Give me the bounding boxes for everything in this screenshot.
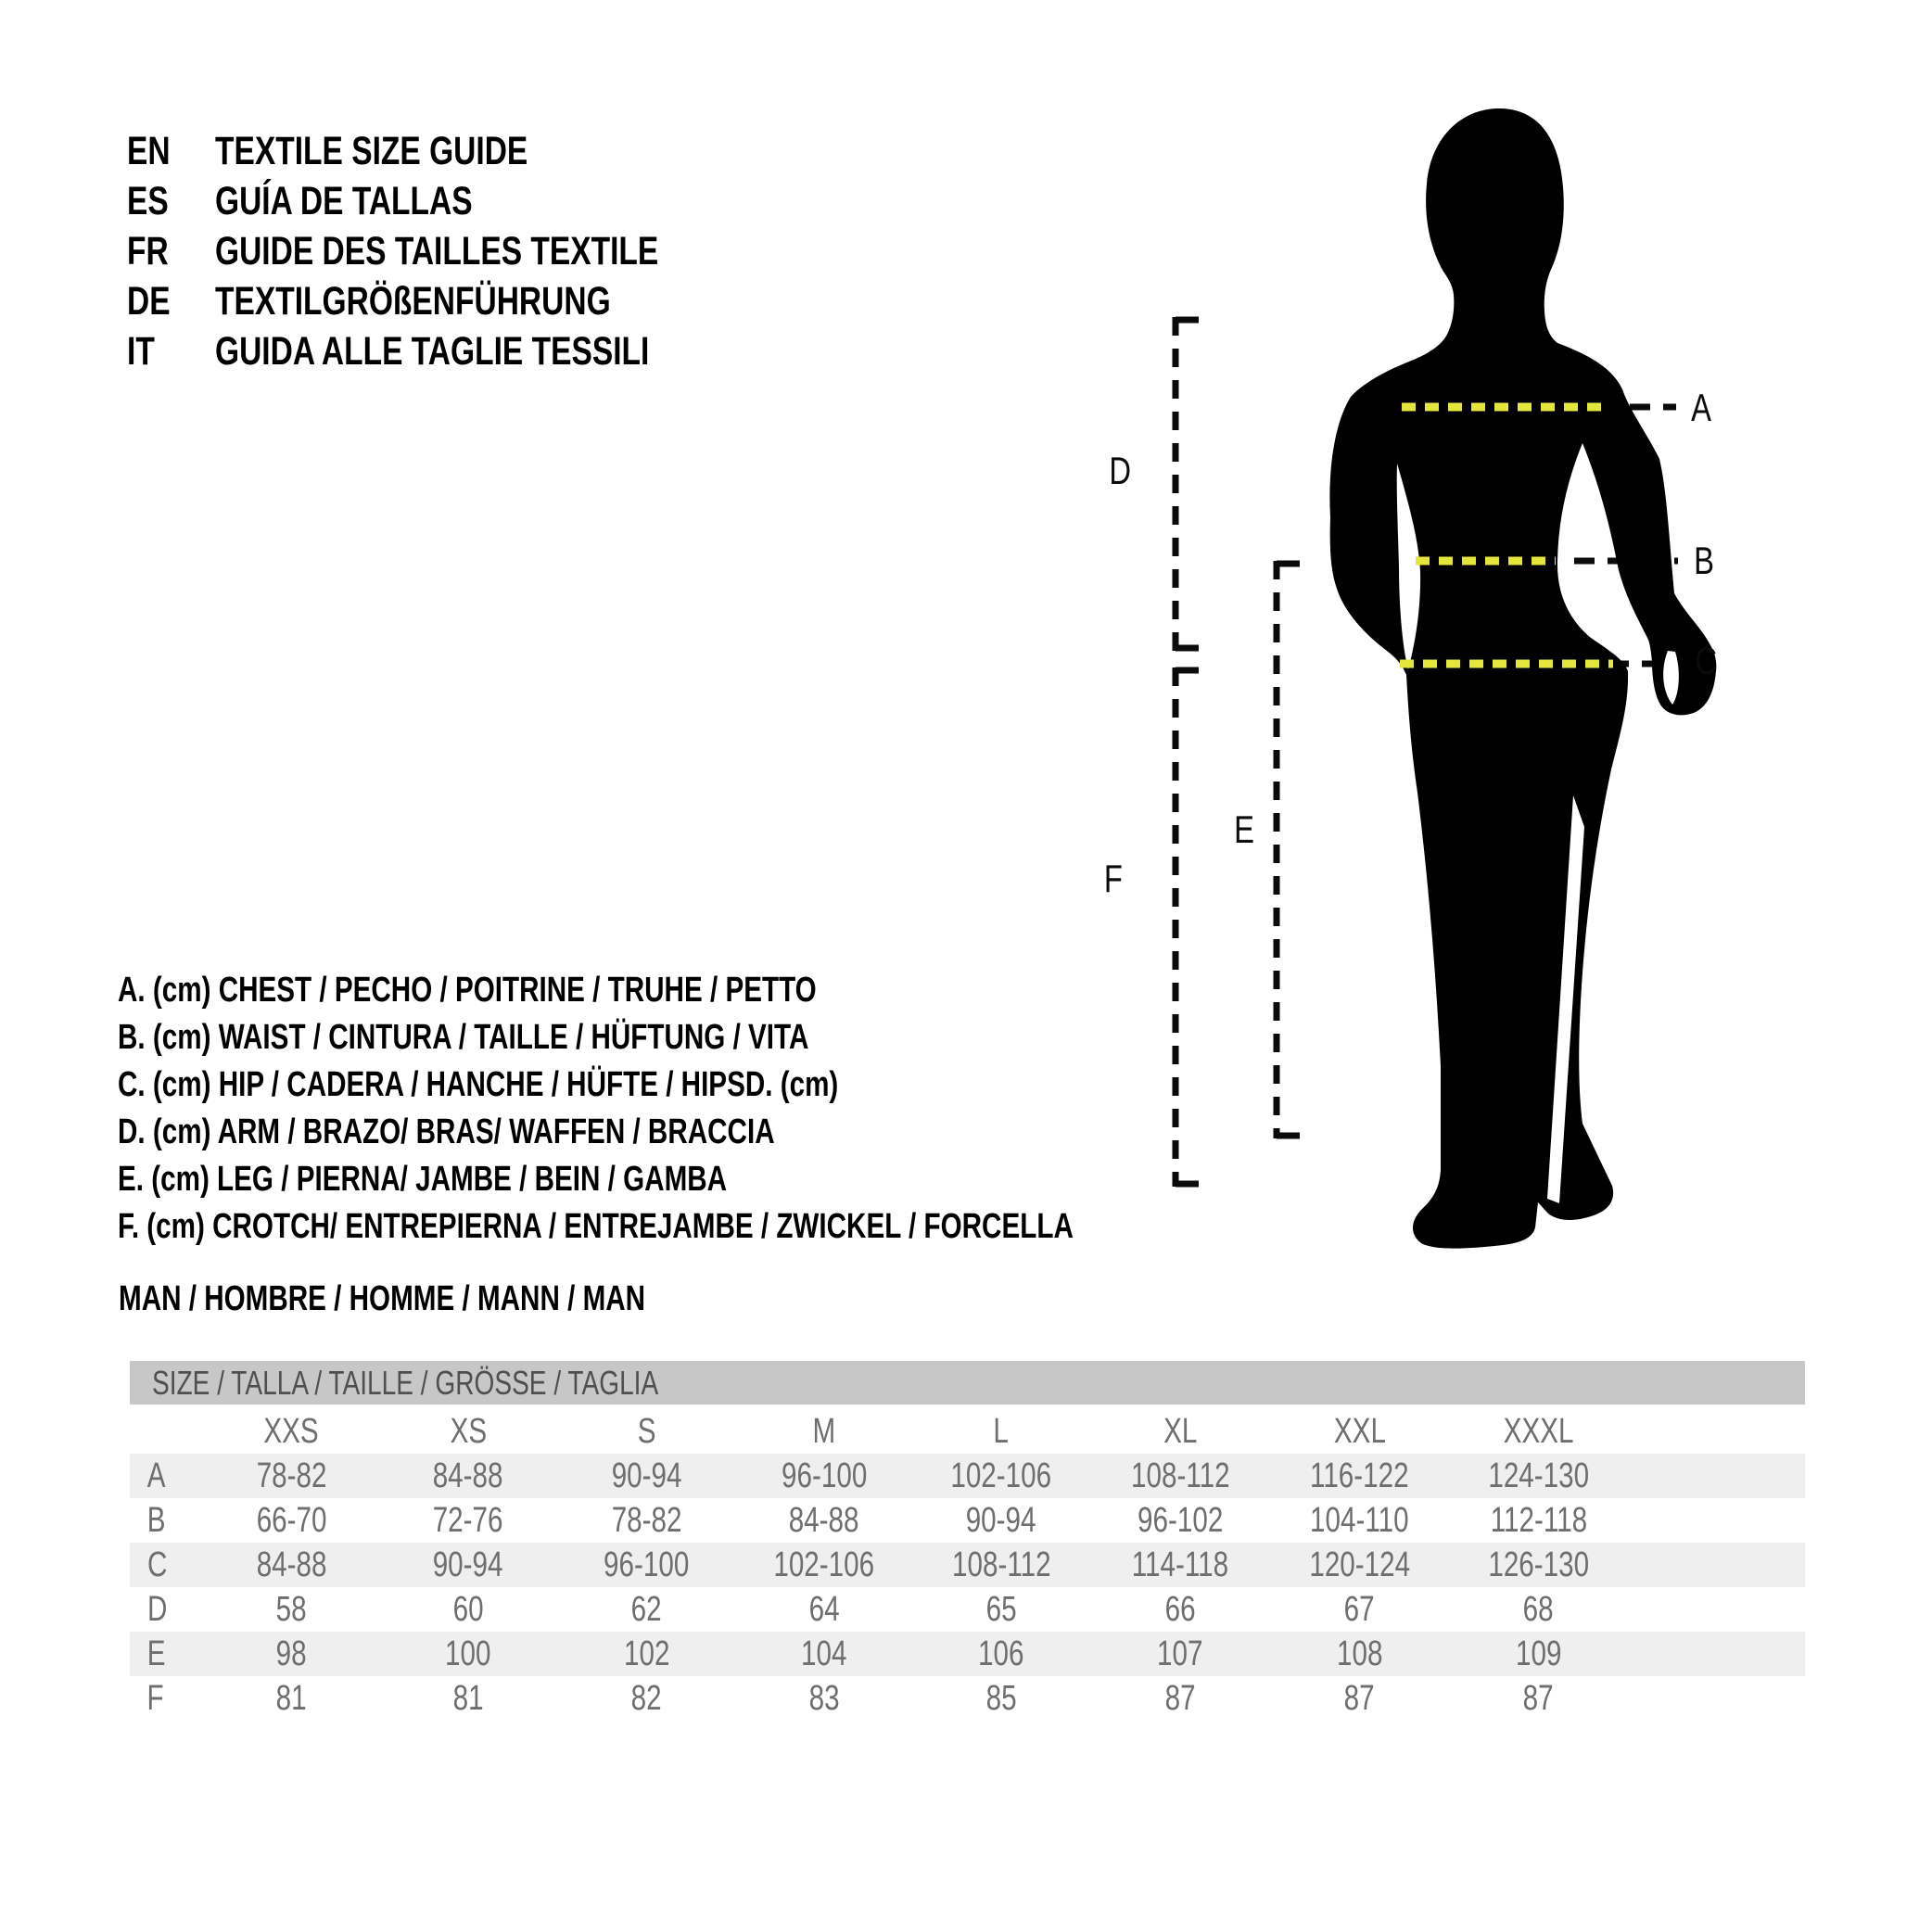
label-hip-c: C	[1695, 639, 1717, 682]
size-col-l: L	[993, 1411, 1010, 1451]
table-cell: 82	[631, 1678, 662, 1718]
table-cell: 85	[985, 1678, 1017, 1718]
table-cell: 90-94	[433, 1544, 503, 1584]
table-cell: 84-88	[256, 1544, 327, 1584]
language-title-block	[127, 126, 783, 376]
table-cell: 90-94	[966, 1500, 1036, 1540]
label-waist-b: B	[1694, 539, 1714, 582]
table-cell: 81	[276, 1678, 307, 1718]
size-header-row	[130, 1409, 1805, 1454]
table-cell: 96-100	[781, 1455, 868, 1495]
row-label: A	[146, 1455, 166, 1495]
lang-row-es	[127, 176, 783, 226]
table-row-d	[130, 1587, 1805, 1632]
table-cell: 108-112	[951, 1544, 1051, 1584]
table-cell: 102	[623, 1633, 670, 1673]
size-table	[130, 1361, 1805, 1721]
lang-row-it	[127, 326, 783, 376]
lang-row-fr	[127, 226, 783, 276]
legend-leg: E. (cm) LEG / PIERNA/ JAMBE / BEIN / GAMBA	[118, 1160, 728, 1199]
label-chest-a: A	[1691, 386, 1711, 429]
lang-title-es: GUÍA DE TALLAS	[215, 178, 473, 223]
table-cell: 98	[276, 1633, 307, 1673]
legend-hip: C. (cm) HIP / CADERA / HANCHE / HÜFTE / HIPSD. (cm)	[118, 1065, 839, 1104]
lang-code-es: ES	[127, 178, 169, 223]
table-cell: 87	[1164, 1678, 1196, 1718]
table-cell: 112-118	[1490, 1500, 1587, 1540]
table-cell: 72-76	[433, 1500, 503, 1540]
lang-title-en: TEXTILE SIZE GUIDE	[215, 128, 528, 173]
table-cell: 120-124	[1309, 1544, 1410, 1584]
row-label: F	[146, 1678, 164, 1718]
table-cell: 68	[1523, 1589, 1554, 1629]
row-label: B	[146, 1500, 166, 1540]
lang-title-fr: GUIDE DES TAILLES TEXTILE	[215, 228, 659, 273]
legend-arm: D. (cm) ARM / BRAZO/ BRAS/ WAFFEN / BRACCIA	[118, 1112, 775, 1151]
size-col-xxs: XXS	[263, 1411, 320, 1451]
table-cell: 126-130	[1488, 1544, 1589, 1584]
legend-crotch: F. (cm) CROTCH/ ENTREPIERNA / ENTREJAMBE / ZWICKEL / FORCELLA	[118, 1207, 1074, 1246]
table-cell: 102-106	[950, 1455, 1052, 1495]
table-cell: 100	[445, 1633, 491, 1673]
lang-code-en: EN	[127, 128, 171, 173]
table-cell: 62	[631, 1589, 662, 1629]
label-crotch-f: F	[1103, 857, 1124, 900]
size-col-xxxl: XXXL	[1503, 1411, 1574, 1451]
table-cell: 114-118	[1131, 1544, 1229, 1584]
category-line: MAN / HOMBRE / HOMME / MANN / MAN	[119, 1278, 646, 1318]
lang-row-de	[127, 276, 783, 326]
lang-code-de: DE	[127, 278, 171, 324]
size-col-m: M	[812, 1411, 836, 1451]
table-cell: 87	[1523, 1678, 1554, 1718]
table-cell: 64	[808, 1589, 840, 1629]
table-cell: 96-100	[604, 1544, 690, 1584]
label-arm-d: D	[1109, 449, 1131, 492]
lang-title-it: GUIDA ALLE TAGLIE TESSILI	[215, 328, 650, 374]
measure-legend	[118, 967, 1343, 1251]
table-cell: 65	[985, 1589, 1017, 1629]
lang-row-en	[127, 126, 783, 176]
table-cell: 96-102	[1137, 1500, 1224, 1540]
table-cell: 66	[1164, 1589, 1196, 1629]
table-row-e	[130, 1632, 1805, 1676]
table-cell: 90-94	[611, 1455, 682, 1495]
table-cell: 109	[1515, 1633, 1562, 1673]
size-col-s: S	[637, 1411, 656, 1451]
table-cell: 60	[452, 1589, 484, 1629]
table-cell: 83	[808, 1678, 840, 1718]
table-cell: 58	[276, 1589, 307, 1629]
size-col-xxl: XXL	[1333, 1411, 1386, 1451]
table-cell: 87	[1344, 1678, 1375, 1718]
measure-line-d	[1176, 317, 1199, 651]
table-cell: 106	[978, 1633, 1024, 1673]
table-row-a	[130, 1454, 1805, 1498]
table-cell: 107	[1157, 1633, 1203, 1673]
table-cell: 108	[1336, 1633, 1383, 1673]
table-cell: 108-112	[1130, 1455, 1230, 1495]
label-leg-e: E	[1234, 807, 1254, 851]
table-cell: 102-106	[773, 1544, 875, 1584]
table-cell: 104	[801, 1633, 847, 1673]
row-label: C	[147, 1544, 168, 1584]
table-cell: 124-130	[1488, 1455, 1589, 1495]
table-cell: 78-82	[256, 1455, 327, 1495]
size-col-xs: XS	[450, 1411, 487, 1451]
row-label: D	[147, 1589, 168, 1629]
table-cell: 84-88	[433, 1455, 503, 1495]
table-cell: 67	[1344, 1589, 1375, 1629]
table-cell: 81	[452, 1678, 484, 1718]
table-cell: 66-70	[256, 1500, 327, 1540]
table-cell: 104-110	[1310, 1500, 1409, 1540]
man-silhouette	[1329, 108, 1716, 1249]
size-col-xl: XL	[1163, 1411, 1198, 1451]
lang-title-de: TEXTILGRÖßENFÜHRUNG	[215, 278, 611, 324]
legend-chest: A. (cm) CHEST / PECHO / POITRINE / TRUHE / PETTO	[118, 971, 817, 1010]
table-cell: 78-82	[611, 1500, 682, 1540]
row-label: E	[146, 1633, 166, 1673]
table-cell: 116-122	[1310, 1455, 1409, 1495]
table-row-b	[130, 1498, 1805, 1543]
lang-code-it: IT	[127, 328, 155, 374]
size-table-header-bar: SIZE / TALLA / TAILLE / GRÖSSE / TAGLIA	[130, 1361, 1805, 1405]
table-row-c	[130, 1543, 1805, 1587]
table-cell: 84-88	[789, 1500, 859, 1540]
lang-code-fr: FR	[127, 228, 169, 273]
table-row-f	[130, 1676, 1805, 1721]
legend-waist: B. (cm) WAIST / CINTURA / TAILLE / HÜFTUNG / VITA	[118, 1018, 809, 1057]
